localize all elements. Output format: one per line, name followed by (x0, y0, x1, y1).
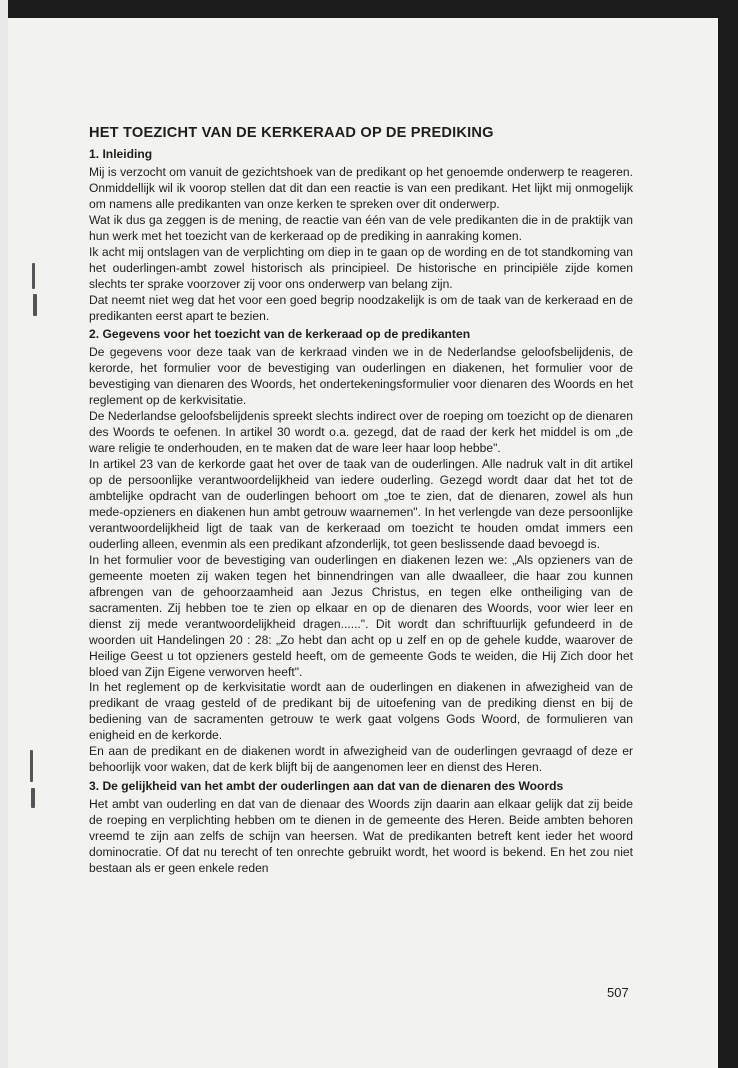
margin-mark (30, 750, 33, 782)
scan-edge-left (0, 0, 8, 1068)
section-heading: 1. Inleiding (89, 147, 153, 161)
paragraph: De Nederlandse geloofsbelijdenis spreekt slechts indirect over de roeping om toezicht op de dienaren des Woords te oefenen. In artikel 30 wordt o.a. gezegd, dat de raad der kerk het middel is om „de ware religie te onderhouden, en te maken dat de ware leer haar loop hebbe". (89, 409, 633, 456)
paragraph: De gegevens voor deze taak van de kerkraad vinden we in de Nederlandse geloofsbelijdenis, de kerorde, het formulier voor de bevestiging van ouderlingen en diakenen, het formulier voor de bevestiging van dienaren des Woords, het ondertekeningsformulier voor dienaren des Woords en het reglement op de kerkvisitatie. (89, 345, 633, 408)
paragraph: In het formulier voor de bevestiging van ouderlingen en diakenen lezen we: „Als opzieners van de gemeente moeten zij waken tegen het binnendringen van alle dwaalleer, die haar zou kunnen afbrengen van de gehoorzaamheid aan Jezus Christus, en tegen elke ontheiliging van de sacramenten. Zij hebben toe te zien op elkaar en op de dienaren des Woords, voor wier leer en dienst zij mede verantwoordelijkheid dragen......". Dit wordt dan schriftuurlijk gefundeerd in de woorden uit Handelingen 20 : 28: „Zo hebt dan acht op u zelf en op de gehele kudde, waarover de Heilige Geest u tot opzieners gesteld heeft, om de gemeente Gods te weiden, die Hij Zich door het bloed van Zijn Eigene verworven heeft". (89, 552, 633, 679)
article-title: HET TOEZICHT VAN DE KERKERAAD OP DE PREDIKING (89, 125, 494, 141)
paragraph: Mij is verzocht om vanuit de gezichtshoek van de predikant op het genoemde onderwerp te reageren. Onmiddellijk wil ik voorop stellen dat dit dan een reactie is van een predikant. Het lijkt mij onmogelijk om namens alle predikanten van onze kerken te spreken over dit onderwerp. (89, 164, 633, 211)
scan-edge-top (0, 0, 738, 18)
margin-mark (32, 263, 35, 289)
paragraph: In het reglement op de kerkvisitatie wordt aan de ouderlingen en diakenen in afwezigheid van de predikant de vraag gesteld of de predikant bij de uitoefening van de prediking dienst en bij de bediening van de sacramenten getrouw te werk gaat volgens Gods Woord, de formulieren van enigheid en de kerkorde. (89, 680, 633, 743)
paragraph: Het ambt van ouderling en dat van de dienaar des Woords zijn daarin aan elkaar gelijk dat zij beide de roeping en verplichting hebben om te dienen in de gemeente des Heren. Beide ambten behoren vreemd te zijn aan zelfs de schijn van heersen. Wat de predikanten betreft kent ieder het woord dominocratie. Of dat nu terecht of ten onrechte gebruikt wordt, het woord is bekend. En het zou niet bestaan als er geen enkele reden (89, 797, 633, 875)
page-number: 507 (607, 985, 629, 1000)
paragraph: Dat neemt niet weg dat het voor een goed begrip noodzakelijk is om de taak van de kerkeraad en de predikanten eerst apart te bezien. (89, 292, 633, 323)
section-heading: 2. Gegevens voor het toezicht van de kerkeraad op de predikanten (89, 327, 471, 342)
article-body (89, 124, 633, 877)
paragraph: Ik acht mij ontslagen van de verplichting om diep in te gaan op de wording en de tot standkoming van het ouderlingen-ambt zowel historisch als principieel. De historische en principiële zijde komen slechts ter sprake voorzover zij voor ons onderwerp van belang zijn. (89, 244, 633, 291)
paragraph: In artikel 23 van de kerkorde gaat het over de taak van de ouderlingen. Alle nadruk valt in dit artikel op de persoonlijke verantwoordelijkheid van iedere ouderling. Gezegd wordt daar dat het tot de ambtelijke opdracht van de ouderlingen behoort om „toe te zien, dat de dienaren, zowel als hun mede-opzieners en diakenen hun ambt getrouw waarnemen". In het verlengde van deze persoonlijke verantwoordelijkheid ligt de taak van de kerkeraad om toezicht te houden omdat immers een ouderling alleen, evenmin als een predikant afzonderlijk, tot geen beslissende daad bevoegd is. (89, 457, 633, 551)
scan-edge-right (718, 0, 738, 1068)
paragraph: Wat ik dus ga zeggen is de mening, de reactie van één van de vele predikanten die in de praktijk van hun werk met het toezicht van de kerkeraad op de prediking in aanraking komen. (89, 212, 633, 243)
section-heading: 3. De gelijkheid van het ambt der ouderlingen aan dat van de dienaren des Woords (89, 779, 564, 794)
margin-mark (31, 788, 35, 808)
margin-mark (33, 294, 37, 316)
paragraph: En aan de predikant en de diakenen wordt in afwezigheid van de ouderlingen gevraagd of deze er behoorlijk voor waken, dat de kerk blijft bij de aangenomen leer en dienst des Heren. (89, 744, 633, 775)
